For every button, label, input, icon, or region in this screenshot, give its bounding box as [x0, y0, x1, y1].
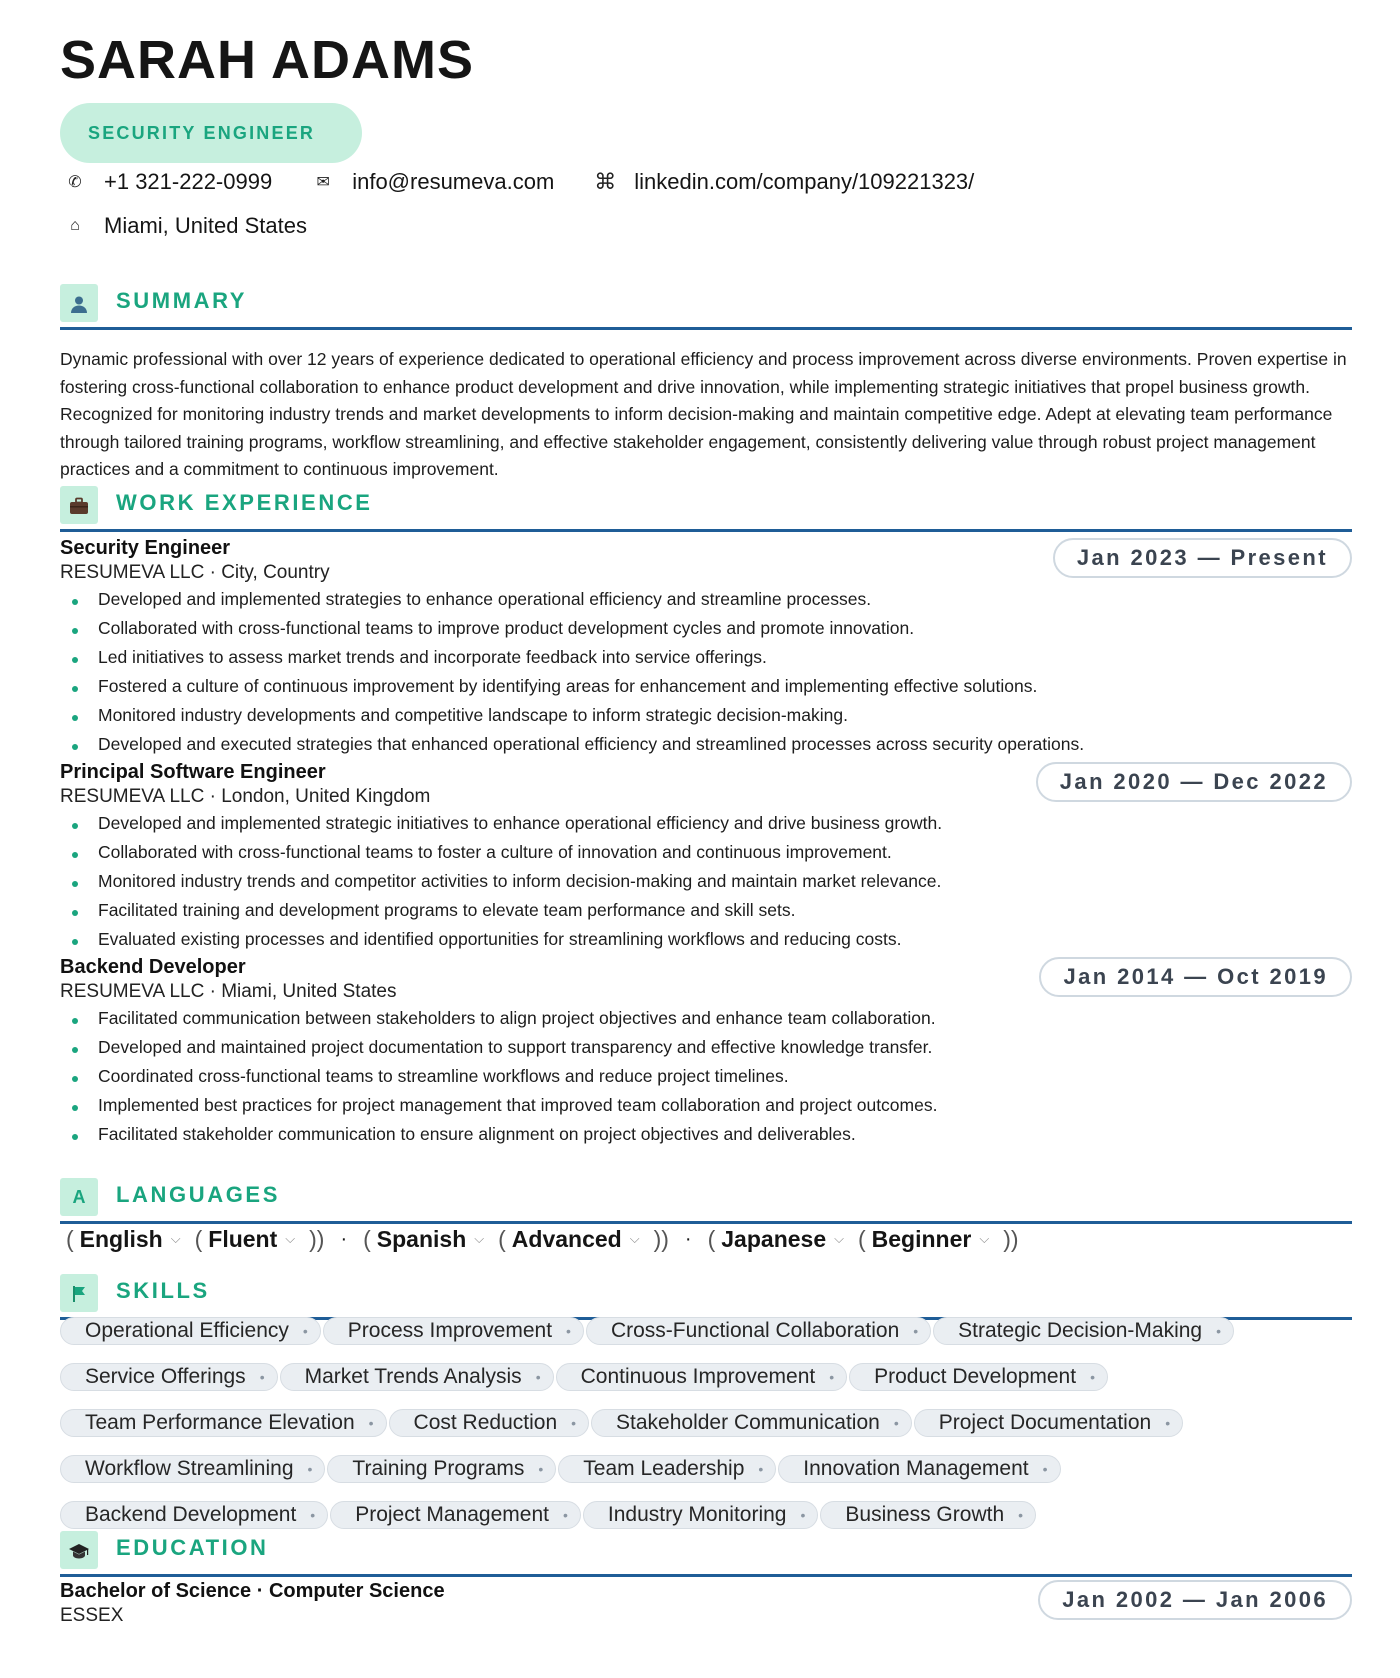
contact-row: [60, 167, 1010, 197]
chip-dot-icon: •: [893, 1415, 899, 1431]
chip-dot-icon: •: [829, 1369, 835, 1385]
contact-email: [308, 169, 554, 195]
skill-label: Team Performance Elevation: [85, 1411, 355, 1434]
chip-dot-icon: •: [913, 1323, 919, 1339]
job-bullet: Fostered a culture of continuous improvement by identifying areas for enhancement and implementing effective solutions.: [60, 672, 1352, 701]
skill-chip: [60, 1317, 321, 1345]
languages-section-header: [60, 1174, 1352, 1224]
skill-chip: [778, 1455, 1060, 1483]
chip-dot-icon: •: [1018, 1507, 1024, 1523]
skill-chip: [280, 1363, 554, 1391]
language-level: Fluent: [208, 1225, 278, 1252]
job-dates-badge: Jan 2020 — Dec 2022: [1036, 762, 1352, 802]
skill-chip: [914, 1409, 1183, 1437]
chip-dot-icon: •: [368, 1415, 374, 1431]
chevron-down-icon: ⌵: [170, 1231, 181, 1246]
chevron-down-icon: ⌵: [834, 1231, 844, 1246]
skill-label: Cross-Functional Collaboration: [610, 1319, 900, 1342]
skill-label: Project Management: [355, 1503, 549, 1526]
chevron-down-icon: ⌵: [979, 1231, 990, 1246]
skill-chip: [933, 1317, 1234, 1345]
job-bullets: [60, 809, 1352, 954]
work-section-header: [60, 482, 1352, 532]
chevron-down-icon: ⌵: [285, 1231, 296, 1246]
chip-dot-icon: •: [566, 1323, 571, 1339]
skill-chip: [60, 1363, 278, 1391]
job-company: RESUMEVA LLC · London, United Kingdom: [60, 786, 431, 807]
candidate-name: SARAH ADAMS: [60, 30, 474, 90]
skill-label: Product Development: [874, 1365, 1077, 1388]
skill-chip: [558, 1455, 776, 1483]
summary-text: Dynamic professional with over 12 years of experience dedicated to operational efficiency and process improvement across diverse environments. Proven expertise in fostering cross-functional collaboration to enhance product development and drive innovation, while implementing strategic initiatives that propel business growth. Recognized for monitoring industry trends and market developments to inform decision-making and maintain competitive edge. Adept at elevating team performance through tailored training programs, workflow streamlining, and effective stakeholder engagement, consistently delivering value through robust project management practices and a commitment to continuous improvement.: [60, 349, 1347, 479]
home-icon: ⌂: [70, 217, 80, 234]
skill-chip: [327, 1455, 556, 1483]
job-bullet: Collaborated with cross-functional teams to improve product development cycles and promote innovation.: [60, 614, 1352, 643]
language-level: Beginner: [871, 1225, 972, 1252]
skill-label: Continuous Improvement: [580, 1365, 816, 1388]
chevron-down-icon: ⌵: [629, 1231, 640, 1246]
education-section-header: [60, 1527, 1352, 1577]
skill-chip: [583, 1501, 819, 1529]
skill-label: Strategic Decision-Making: [958, 1319, 1203, 1342]
education-dates-badge: Jan 2002 — Jan 2006: [1038, 1580, 1352, 1620]
school: ESSEX: [60, 1605, 124, 1626]
summary-section-header: [60, 280, 1352, 330]
job-bullet: Monitored industry trends and competitor activities to inform decision-making and maintain market relevance.: [60, 867, 1352, 896]
languages-title: LANGUAGES: [116, 1182, 280, 1207]
job-bullet: Facilitated communication between stakeholders to align project objectives and enhance team collaboration.: [60, 1004, 1352, 1033]
job-bullet: Implemented best practices for project management that improved team collaboration and project outcomes.: [60, 1091, 1352, 1120]
skill-label: Workflow Streamlining: [85, 1457, 294, 1480]
graduation-cap-icon: [60, 1531, 98, 1569]
job-company: RESUMEVA LLC · Miami, United States: [60, 981, 397, 1002]
location-text: Miami, United States: [104, 213, 307, 238]
chip-dot-icon: •: [1165, 1415, 1171, 1431]
link-icon: ⌘: [594, 169, 617, 194]
skill-label: Backend Development: [85, 1503, 297, 1526]
skill-chip: [849, 1363, 1108, 1391]
job-title: Principal Software Engineer: [60, 761, 326, 783]
languages-list: ( English ⌵ ( Fluent ⌵ )) · ( Spanish ⌵ ( Advanced ⌵ )) · ( Japanese ⌵ ( Beginner ⌵ )): [66, 1225, 1019, 1252]
job-entry: [60, 955, 1352, 1149]
job-dates-badge: Jan 2014 — Oct 2019: [1039, 957, 1352, 997]
phone-icon: ✆: [68, 174, 82, 191]
skill-label: Cost Reduction: [413, 1411, 558, 1434]
skill-chip: [60, 1501, 328, 1529]
chip-dot-icon: •: [758, 1461, 764, 1477]
contact-row-2: [60, 211, 343, 241]
language-name: English: [79, 1225, 163, 1252]
separator-dot: ·: [684, 1227, 692, 1250]
skill-chip: [330, 1501, 581, 1529]
chevron-down-icon: ⌵: [474, 1231, 485, 1246]
job-bullet: Developed and implemented strategic initiatives to enhance operational efficiency and drive business growth.: [60, 809, 1352, 838]
linkedin-text[interactable]: linkedin.com/company/109221323/: [634, 169, 975, 194]
education-title: EDUCATION: [116, 1535, 269, 1560]
job-bullet: Developed and implemented strategies to enhance operational efficiency and streamline processes.: [60, 585, 1352, 614]
language-level: Advanced: [511, 1225, 622, 1252]
language-name: Japanese: [721, 1225, 827, 1252]
skill-label: Industry Monitoring: [607, 1503, 787, 1526]
flag-icon: [60, 1274, 98, 1312]
chip-dot-icon: •: [571, 1415, 577, 1431]
work-title: WORK EXPERIENCE: [116, 490, 373, 515]
skill-label: Operational Efficiency: [85, 1319, 289, 1342]
skill-label: Training Programs: [352, 1457, 525, 1480]
skills-section-header: [60, 1270, 1352, 1320]
mail-icon: ✉: [316, 174, 330, 191]
job-bullet: Facilitated training and development programs to elevate team performance and skill sets.: [60, 896, 1352, 925]
job-bullet: Led initiatives to assess market trends and incorporate feedback into service offerings.: [60, 643, 1352, 672]
chip-dot-icon: •: [562, 1507, 568, 1523]
skill-chip: [556, 1363, 848, 1391]
job-title: Backend Developer: [60, 956, 246, 978]
skill-chip: [60, 1409, 387, 1437]
contact-linkedin: [590, 169, 974, 195]
job-dates-badge: Jan 2023 — Present: [1053, 538, 1352, 578]
summary-title: SUMMARY: [116, 288, 248, 313]
skill-label: Process Improvement: [347, 1319, 553, 1342]
chip-dot-icon: •: [1216, 1323, 1222, 1339]
chip-dot-icon: •: [800, 1507, 806, 1523]
skill-label: Stakeholder Communication: [616, 1411, 880, 1434]
chip-dot-icon: •: [259, 1369, 265, 1385]
job-bullet: Collaborated with cross-functional teams to foster a culture of innovation and continuous improvement.: [60, 838, 1352, 867]
education-entry: [60, 1579, 1352, 1628]
skill-label: Business Growth: [845, 1503, 1005, 1526]
job-title: Security Engineer: [60, 537, 231, 559]
skill-chip: [389, 1409, 589, 1437]
contact-phone: [60, 169, 272, 195]
skills-list: [60, 1317, 1352, 1529]
chip-dot-icon: •: [538, 1461, 544, 1477]
phone-text[interactable]: +1 321-222-0999: [104, 169, 273, 194]
email-text[interactable]: info@resumeva.com: [352, 169, 555, 194]
job-company: RESUMEVA LLC · City, Country: [60, 562, 330, 583]
degree: Bachelor of Science · Computer Science: [60, 1580, 445, 1602]
chip-dot-icon: •: [310, 1507, 316, 1523]
skills-title: SKILLS: [116, 1278, 210, 1303]
chip-dot-icon: •: [1042, 1461, 1048, 1477]
briefcase-icon: [60, 486, 98, 524]
chip-dot-icon: •: [302, 1323, 308, 1339]
skill-label: Service Offerings: [85, 1365, 246, 1388]
job-bullet: Facilitated stakeholder communication to ensure alignment on project objectives and deliverables.: [60, 1120, 1352, 1149]
job-bullet: Developed and executed strategies that enhanced operational efficiency and streamlined processes across security operations.: [60, 730, 1352, 759]
job-entry: [60, 536, 1352, 759]
separator-dot: ·: [340, 1227, 348, 1250]
job-bullet: Monitored industry developments and competitive landscape to inform strategic decision-making.: [60, 701, 1352, 730]
job-bullet: Coordinated cross-functional teams to streamline workflows and reduce project timelines.: [60, 1062, 1352, 1091]
job-bullet: Developed and maintained project documentation to support transparency and effective knowledge transfer.: [60, 1033, 1352, 1062]
job-bullets: [60, 585, 1352, 759]
chip-dot-icon: •: [307, 1461, 313, 1477]
job-entry: [60, 760, 1352, 954]
chip-dot-icon: •: [1090, 1369, 1095, 1385]
skill-label: Team Leadership: [583, 1457, 745, 1480]
skill-chip: [586, 1317, 931, 1345]
skill-label: Market Trends Analysis: [304, 1365, 522, 1388]
skill-chip: [323, 1317, 584, 1345]
skill-chip: [60, 1455, 325, 1483]
job-bullet: Evaluated existing processes and identified opportunities for streamlining workflows and reducing costs.: [60, 925, 1352, 954]
skill-chip: [820, 1501, 1036, 1529]
language-icon: A: [60, 1178, 98, 1216]
skill-chip: [591, 1409, 912, 1437]
chip-dot-icon: •: [535, 1369, 541, 1385]
skill-label: Innovation Management: [803, 1457, 1029, 1480]
contact-location: [60, 213, 307, 239]
job-title-badge: SECURITY ENGINEER: [60, 103, 362, 163]
language-name: Spanish: [376, 1225, 467, 1252]
skill-label: Project Documentation: [938, 1411, 1152, 1434]
person-icon: [60, 284, 98, 322]
job-bullets: [60, 1004, 1352, 1149]
